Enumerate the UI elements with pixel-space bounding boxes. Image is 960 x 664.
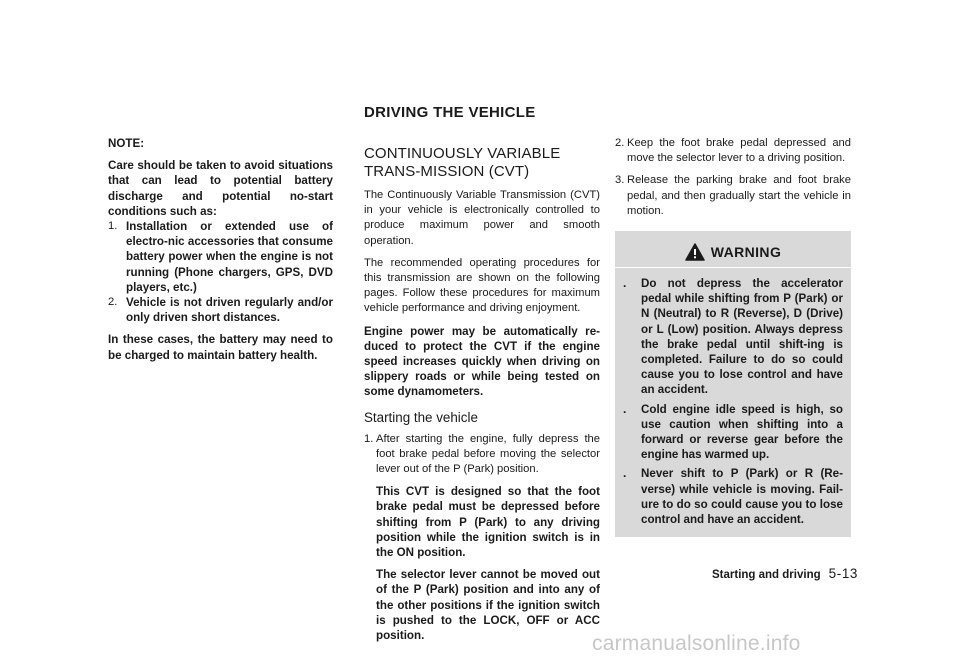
warning-item — [623, 466, 843, 527]
step-note: This CVT is designed so that the foot brake pedal must be depressed before shifting from P (Park) to any driving position while the ignition switch is in the ON position. — [376, 485, 600, 560]
list-item — [108, 219, 333, 295]
bullet-mark: . — [623, 276, 627, 291]
note-label: NOTE: — [108, 137, 145, 150]
starting-subheading: Starting the vehicle — [364, 409, 478, 425]
note-intro: Care should be taken to avoid situations that can lead to potential battery discharge and potential no-start conditions such as: — [108, 159, 333, 218]
list-text: Installation or extended use of electro-nic accessories that consume battery power when the engine is not running (Phone chargers, GPS, DVD players, etc.) — [126, 220, 333, 294]
note-closing: In these cases, the battery may need to be charged to maintain battery health. — [108, 333, 333, 362]
warning-text: Never shift to P (Park) or R (Re-verse) while vehicle is moving. Fail-ure to do so could cause you to lose control and have an accident. — [641, 467, 843, 527]
list-number: 1. — [108, 220, 118, 233]
cvt-column — [364, 136, 600, 643]
list-item — [615, 136, 851, 166]
warning-header — [615, 237, 851, 268]
watermark: carmanualsonline.info — [592, 632, 801, 655]
bullet-mark: . — [623, 466, 627, 481]
warning-text: Cold engine idle speed is high, so use caution when shifting into a forward or reverse gear before the engine has warmed up. — [641, 402, 843, 462]
list-number: 1. — [364, 432, 374, 445]
list-number: 2. — [108, 296, 118, 309]
cvt-paragraph: The recommended operating procedures for this transmission are shown on the following pages. Follow these procedures for maximum vehicle performance and driving enjoyment. — [364, 256, 600, 315]
cvt-bold-paragraph: Engine power may be automatically re-duced to protect the CVT if the engine speed increases quickly when driving on slippery roads or while being tested on some dynamometers. — [364, 324, 600, 399]
warning-label: WARNING — [710, 244, 782, 261]
cvt-paragraph: The Continuously Variable Transmission (CVT) in your vehicle is electronically controlled to produce maximum power and smooth operation. — [364, 189, 600, 247]
list-number: 2. — [615, 137, 625, 149]
list-text: Vehicle is not driven regularly and/or only driven short distances. — [126, 296, 333, 325]
warning-item — [623, 276, 843, 398]
list-item — [615, 173, 851, 219]
warning-box — [615, 231, 851, 537]
step-note: The selector lever cannot be moved out of the P (Park) position and into any of the other positions if the ignition switch is pushed to the LOCK, OFF or ACC position. — [376, 568, 600, 643]
step-text: After starting the engine, fully depress the foot brake pedal before moving the selector lever out of the P (Park) position. — [376, 432, 600, 476]
step-text: Keep the foot brake pedal depressed and move the selector lever to a driving position. — [627, 137, 851, 165]
warning-item — [623, 402, 843, 463]
list-item — [108, 295, 333, 325]
warning-text: Do not depress the accelerator pedal while shifting from P (Park) or N (Neutral) to R (Reverse), D (Drive) or L (Low) position. Always depress the brake pedal until shift-ing is completed. Failure to do so could cause you to lose control and have an accident. — [641, 277, 843, 397]
warning-triangle-icon — [685, 243, 705, 261]
list-number: 3. — [615, 174, 625, 187]
list-item — [364, 432, 600, 644]
page-number: 5-13 — [828, 566, 859, 581]
cvt-heading: CONTINUOUSLY VARIABLE TRANS-MISSION (CVT) — [364, 145, 561, 180]
page-footer — [712, 566, 858, 581]
footer-section: Starting and driving — [712, 569, 821, 581]
note-column — [108, 136, 333, 363]
step-text: Release the parking brake and foot brake pedal, and then gradually start the vehicle in motion. — [627, 174, 851, 217]
section-title: DRIVING THE VEHICLE — [364, 104, 536, 121]
bullet-mark: . — [623, 401, 627, 416]
steps-column — [615, 136, 851, 537]
